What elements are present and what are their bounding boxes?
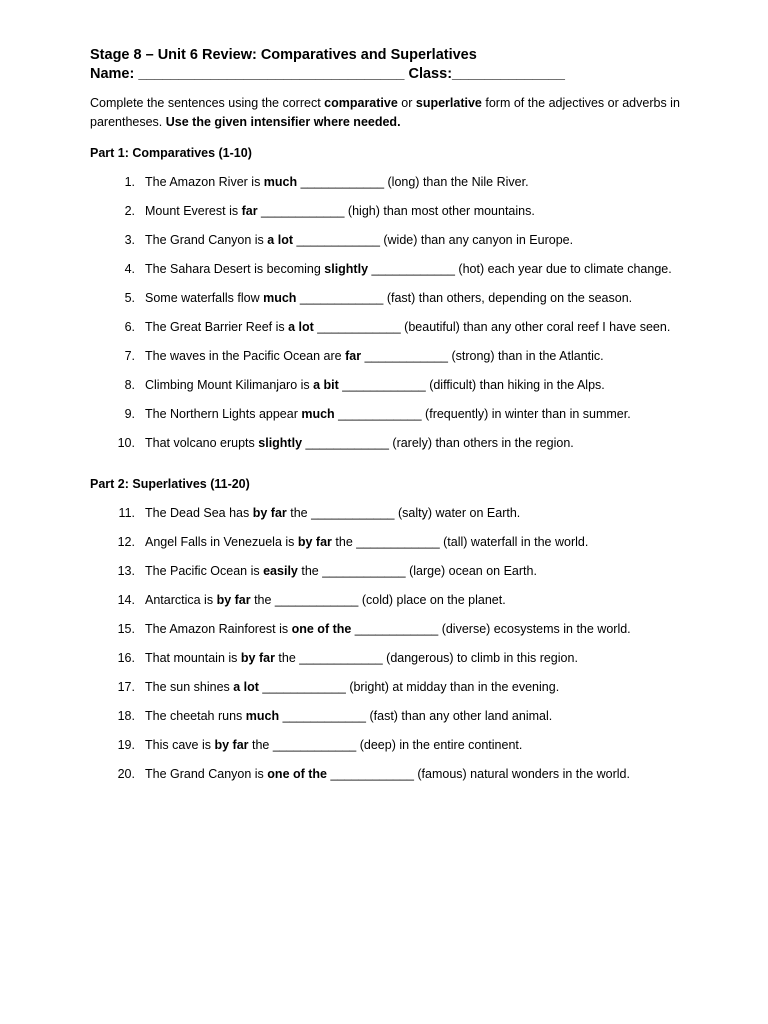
question-number: 3. [124, 233, 135, 247]
question-item [90, 406, 690, 435]
question-text-before: The Grand Canyon is [145, 767, 268, 781]
question-text-after: ____________ (fast) than others, depending on the season. [296, 291, 633, 305]
question-text-before: Some waterfalls flow [145, 291, 264, 305]
question-text [145, 203, 535, 220]
question-item [90, 679, 690, 708]
question-number: 14. [117, 593, 135, 607]
question-text [145, 679, 559, 696]
question-text-after: the ____________ (deep) in the entire continent. [248, 738, 523, 752]
question-text-after: ____________ (bright) at midday than in the evening. [258, 680, 560, 694]
question-text-after: the ____________ (dangerous) to climb in this region. [274, 651, 578, 665]
intensifier: by far [216, 593, 251, 607]
question-number: 18. [117, 709, 135, 723]
question-text [145, 319, 670, 336]
question-text-before: The Amazon Rainforest is [145, 622, 292, 636]
question-item [90, 621, 690, 650]
question-number: 19. [117, 738, 135, 752]
question-item [90, 377, 690, 406]
question-item [90, 766, 690, 795]
question-text-after: the ____________ (salty) water on Earth. [286, 506, 521, 520]
question-number: 11. [118, 506, 135, 520]
question-text-after: ____________ (diverse) ecosystems in the world. [351, 622, 631, 636]
question-text-before: This cave is [145, 738, 215, 752]
question-number: 2. [124, 204, 135, 218]
question-text-before: The Sahara Desert is becoming [145, 262, 325, 276]
question-text-after: ____________ (high) than most other mountains. [257, 204, 535, 218]
question-item [90, 563, 690, 592]
intensifier: much [263, 175, 298, 189]
question-text-after: ____________ (beautiful) than any other coral reef I have seen. [313, 320, 671, 334]
question-text-before: Angel Falls in Venezuela is [145, 535, 298, 549]
worksheet-title: Stage 8 – Unit 6 Review: Comparatives and Superlatives [90, 47, 477, 63]
intensifier: a bit [313, 378, 339, 392]
question-number: 16. [117, 651, 135, 665]
question-item [90, 650, 690, 679]
intensifier: a lot [267, 233, 293, 247]
question-number: 10. [117, 436, 135, 450]
intensifier: easily [263, 564, 298, 578]
question-text [145, 377, 605, 394]
intensifier: far [345, 349, 362, 363]
question-text-before: Climbing Mount Kilimanjaro is [145, 378, 314, 392]
instructions-text-3: form of the adjectives or adverbs in parentheses. [90, 96, 680, 129]
question-number: 6. [124, 320, 135, 334]
intensifier: one of the [267, 767, 328, 781]
question-item [90, 174, 690, 203]
question-item [90, 592, 690, 621]
question-item [90, 505, 690, 534]
intensifier: a lot [233, 680, 259, 694]
question-text-before: The Grand Canyon is [145, 233, 268, 247]
name-class-line: Name: _________________________________ Class:______________ [90, 66, 565, 82]
question-item [90, 708, 690, 737]
question-number: 7. [124, 349, 135, 363]
intensifier: by far [252, 506, 287, 520]
part-heading: Part 1: Comparatives (1-10) [90, 146, 252, 160]
question-text [145, 290, 632, 307]
instructions-bold-intensifier-note: Use the given intensifier where needed. [165, 115, 401, 129]
question-text [145, 261, 672, 278]
question-text-before: The Great Barrier Reef is [145, 320, 289, 334]
instructions-text-1: Complete the sentences using the correct [90, 96, 325, 110]
question-number: 20. [117, 767, 135, 781]
intensifier: much [263, 291, 297, 305]
question-text [145, 621, 631, 638]
question-text [145, 534, 588, 551]
question-list [90, 505, 690, 795]
question-text-after: ____________ (hot) each year due to climate change. [368, 262, 672, 276]
question-text-before: The Northern Lights appear [145, 407, 302, 421]
instructions-bold-comparative: comparative [324, 96, 398, 110]
question-item [90, 290, 690, 319]
question-item [90, 261, 690, 290]
intensifier: a lot [288, 320, 314, 334]
question-text-after: ____________ (rarely) than others in the region. [302, 436, 574, 450]
intensifier: slightly [258, 436, 303, 450]
intensifier: by far [214, 738, 249, 752]
question-text-after: the ____________ (tall) waterfall in the world. [331, 535, 589, 549]
instructions-text-2: or [397, 96, 416, 110]
question-text-after: ____________ (frequently) in winter than in summer. [334, 407, 631, 421]
question-number: 9. [124, 407, 135, 421]
parts-container [90, 145, 690, 795]
question-text [145, 708, 552, 725]
question-text-before: That mountain is [145, 651, 241, 665]
question-text-before: The cheetah runs [145, 709, 246, 723]
question-text [145, 766, 630, 783]
question-text-before: The Pacific Ocean is [145, 564, 264, 578]
question-item [90, 319, 690, 348]
question-text-after: ____________ (famous) natural wonders in the world. [327, 767, 630, 781]
intensifier: one of the [291, 622, 352, 636]
instructions-bold-superlative: superlative [415, 96, 482, 110]
question-text-before: Antarctica is [145, 593, 217, 607]
question-text-after: ____________ (fast) than any other land animal. [279, 709, 553, 723]
question-text [145, 650, 578, 667]
question-item [90, 232, 690, 261]
intensifier: slightly [324, 262, 369, 276]
question-number: 5. [124, 291, 135, 305]
question-text [145, 592, 506, 609]
intensifier: by far [240, 651, 275, 665]
question-text-before: Mount Everest is [145, 204, 242, 218]
question-text [145, 348, 604, 365]
question-text-before: The Dead Sea has [145, 506, 253, 520]
question-text-after: the ____________ (cold) place on the planet. [250, 593, 506, 607]
worksheet-page [90, 46, 690, 795]
intensifier: much [301, 407, 335, 421]
question-number: 17. [117, 680, 135, 694]
question-number: 4. [124, 262, 135, 276]
question-number: 8. [124, 378, 135, 392]
question-text-before: The waves in the Pacific Ocean are [145, 349, 346, 363]
question-text-after: ____________ (difficult) than hiking in the Alps. [338, 378, 605, 392]
question-item [90, 203, 690, 232]
question-text-after: ____________ (long) than the Nile River. [297, 175, 529, 189]
question-text [145, 406, 631, 423]
question-text [145, 232, 573, 249]
question-item [90, 435, 690, 464]
question-item [90, 737, 690, 766]
question-number: 13. [117, 564, 135, 578]
question-text-before: The Amazon River is [145, 175, 264, 189]
question-text-before: The sun shines [145, 680, 234, 694]
intensifier: much [245, 709, 280, 723]
question-text-after: ____________ (strong) than in the Atlantic. [361, 349, 604, 363]
intensifier: far [241, 204, 258, 218]
question-number: 1. [124, 175, 135, 189]
intensifier: by far [297, 535, 332, 549]
instructions [90, 94, 680, 132]
question-number: 15. [117, 622, 135, 636]
question-text-after: the ____________ (large) ocean on Earth. [297, 564, 537, 578]
question-number: 12. [117, 535, 135, 549]
question-text [145, 505, 520, 522]
question-text [145, 737, 522, 754]
question-list [90, 174, 690, 464]
question-text [145, 435, 574, 452]
question-text [145, 563, 537, 580]
part-heading: Part 2: Superlatives (11-20) [90, 477, 250, 491]
question-text-after: ____________ (wide) than any canyon in Europe. [293, 233, 574, 247]
question-text [145, 174, 529, 191]
question-item [90, 348, 690, 377]
question-text-before: That volcano erupts [145, 436, 259, 450]
question-item [90, 534, 690, 563]
